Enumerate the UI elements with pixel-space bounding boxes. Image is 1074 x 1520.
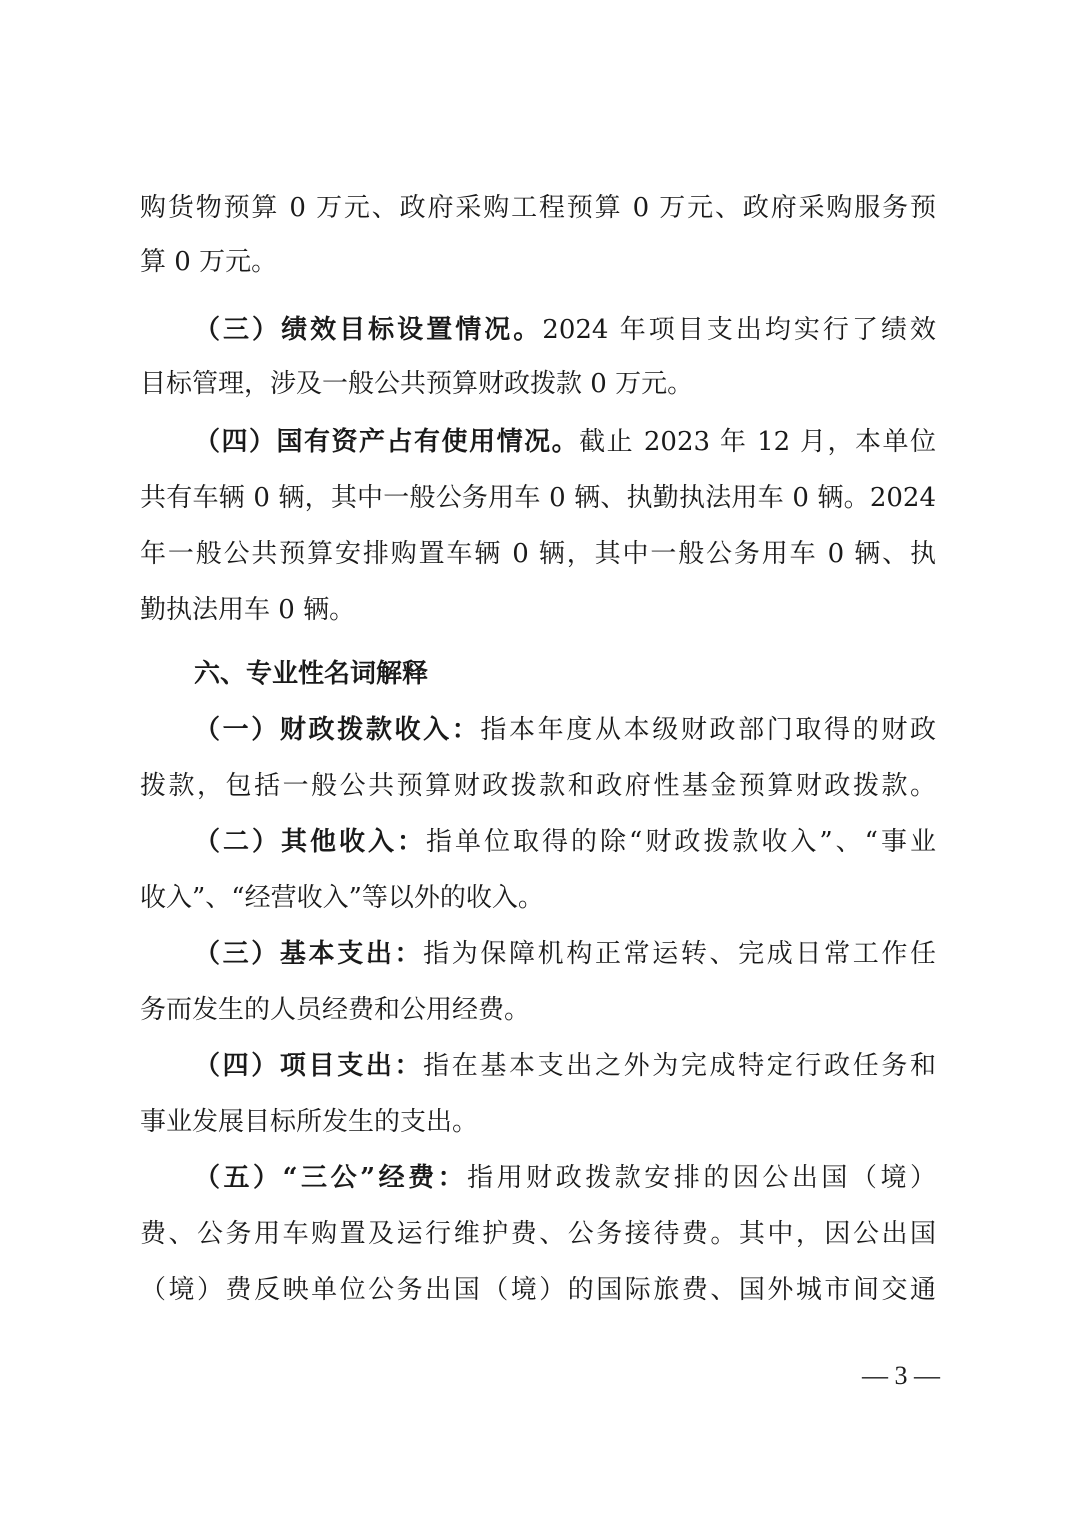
text-line bbox=[140, 1214, 936, 1254]
paragraph-start bbox=[140, 710, 936, 750]
line-text: 指用财政拨款安排的因公出国（境） bbox=[467, 1163, 936, 1193]
text-line bbox=[140, 534, 936, 574]
page-number: — 3 — bbox=[862, 1361, 940, 1390]
line-text: 2024 年项目支出均实行了绩效 bbox=[542, 315, 936, 345]
line-text: 指本年度从本级财政部门取得的财政 bbox=[480, 715, 936, 745]
term: （二）其他收入： bbox=[194, 827, 427, 857]
text-line bbox=[140, 990, 530, 1030]
line-text: （境）费反映单位公务出国（境）的国际旅费、国外城市间交通 bbox=[140, 1275, 936, 1305]
text-line bbox=[140, 766, 936, 806]
subheading: （三）绩效目标设置情况。 bbox=[194, 315, 543, 345]
term: （五）“三公”经费： bbox=[194, 1163, 468, 1193]
text-line bbox=[140, 242, 277, 282]
line-text: 目标管理，涉及一般公共预算财政拨款 0 万元。 bbox=[140, 369, 694, 399]
paragraph-start bbox=[140, 1046, 936, 1086]
line-text: 事业发展目标所发生的支出。 bbox=[140, 1107, 479, 1137]
section-heading bbox=[140, 654, 428, 694]
line-text: 务而发生的人员经费和公用经费。 bbox=[140, 995, 531, 1025]
text-line bbox=[140, 878, 544, 918]
paragraph-start bbox=[140, 310, 936, 350]
line-text: 年一般公共预算安排购置车辆 0 辆，其中一般公务用车 0 辆、执 bbox=[140, 539, 936, 569]
text-line bbox=[140, 1102, 478, 1142]
text-line bbox=[140, 188, 936, 228]
line-text: 算 0 万元。 bbox=[140, 247, 278, 277]
section-heading-text: 六、专业性名词解释 bbox=[194, 659, 429, 689]
line-text: 指在基本支出之外为完成特定行政任务和 bbox=[423, 1051, 936, 1081]
subheading: （四）国有资产占有使用情况。 bbox=[194, 427, 580, 457]
paragraph-start bbox=[140, 422, 936, 462]
term: （一）财政拨款收入： bbox=[194, 715, 481, 745]
line-text: 拨款，包括一般公共预算财政拨款和政府性基金预算财政拨款。 bbox=[140, 771, 936, 801]
line-text: 指为保障机构正常运转、完成日常工作任 bbox=[423, 939, 936, 969]
term: （三）基本支出： bbox=[194, 939, 424, 969]
term: （四）项目支出： bbox=[194, 1051, 424, 1081]
line-text: 截止 2023 年 12 月，本单位 bbox=[579, 427, 936, 457]
line-text: 购货物预算 0 万元、政府采购工程预算 0 万元、政府采购服务预 bbox=[140, 193, 936, 223]
line-text: 勤执法用车 0 辆。 bbox=[140, 595, 356, 625]
line-text: 共有车辆 0 辆，其中一般公务用车 0 辆、执勤执法用车 0 辆。2024 bbox=[140, 483, 936, 513]
line-text: 收入”、“经营收入”等以外的收入。 bbox=[140, 883, 544, 913]
line-text: 指单位取得的除“财政拨款收入”、“事业 bbox=[426, 827, 936, 857]
text-line bbox=[140, 1270, 936, 1310]
paragraph-start bbox=[140, 822, 936, 862]
text-line bbox=[140, 590, 355, 630]
paragraph-start bbox=[140, 934, 936, 974]
line-text: 费、公务用车购置及运行维护费、公务接待费。其中，因公出国 bbox=[140, 1219, 936, 1249]
paragraph-start bbox=[140, 1158, 936, 1198]
text-line bbox=[140, 364, 693, 404]
text-line bbox=[140, 478, 936, 518]
